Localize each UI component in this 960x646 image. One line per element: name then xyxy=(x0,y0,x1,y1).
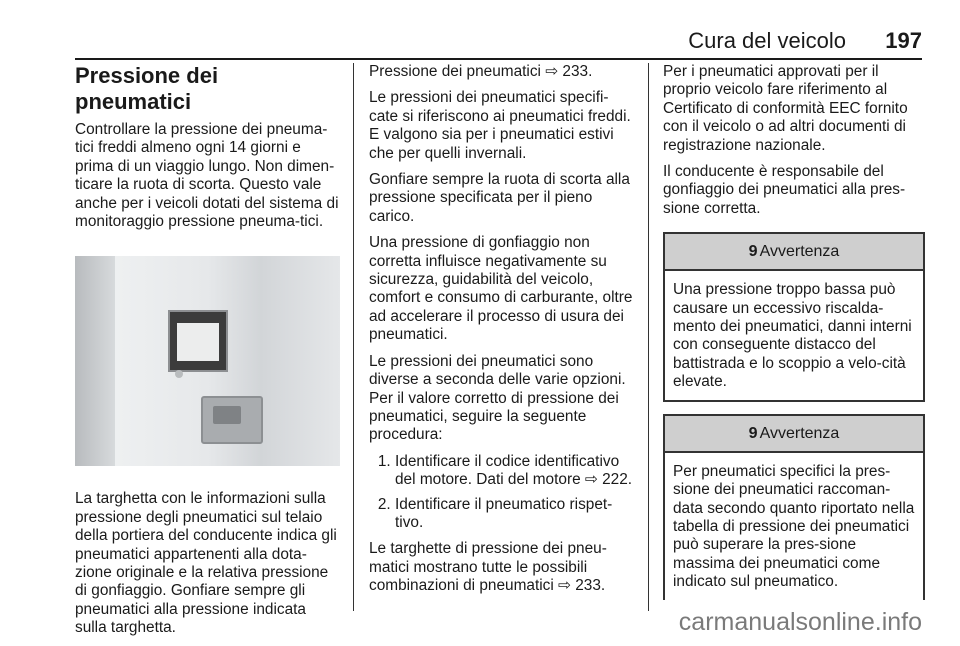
warning-header xyxy=(665,416,923,453)
page-number: 197 xyxy=(885,28,922,53)
paragraph: Le targhette di pressione dei pneu-matici mostrano tutte le possibili combinazioni di pneumatici ⇨ 233. xyxy=(369,540,607,595)
paragraph: Gonfiare sempre la ruota di scorta alla pressione specificata per il pieno carico. xyxy=(369,171,630,225)
paragraph: Le pressioni dei pneumatici sono diverse a seconda delle varie opzioni. Per il valore corretto di pressione dei pneumatici, seguire la seguente procedura: xyxy=(369,352,626,444)
column-3 xyxy=(663,63,925,612)
paragraph: Pressione dei pneumatici ⇨ 233. xyxy=(369,63,593,80)
frame-hole xyxy=(175,370,183,378)
warning-icon: 9 xyxy=(748,243,758,261)
door-edge xyxy=(75,256,115,466)
door-frame-photo xyxy=(75,256,340,466)
column-divider xyxy=(648,63,649,611)
warning-title: Avvertenza xyxy=(759,243,840,261)
column-1 xyxy=(75,63,340,646)
tyre-pressure-label xyxy=(168,310,228,372)
warning-box xyxy=(663,414,925,600)
warning-title: Avvertenza xyxy=(759,424,840,442)
photo-caption: La targhetta con le informazioni sulla pressione degli pneumatici sul telaio della portiera del conducente indica gli pneumatici appartenenti alla dota-zione originale e la relativa pressione di gonfiaggio. Gonfiare sempre gli pneumatici alla pressione indicata sulla targhetta. xyxy=(75,490,337,637)
paragraph: Il conducente è responsabile del gonfiaggio dei pneumatici alla pres-sione corretta. xyxy=(663,163,906,217)
warning-header xyxy=(665,234,923,271)
warning-text: Una pressione troppo bassa può causare un eccessivo riscalda-mento dei pneumatici, danni interni con conseguente distacco del battistrada e lo scoppio a velo-cità elevate. xyxy=(673,281,912,391)
intro-paragraph: Controllare la pressione dei pneuma-tici freddi almeno ogni 14 giorni e prima di un viaggio lungo. Non dimen-ticare la ruota di scorta. Questo vale anche per i veicoli dotati del sistema di monitoraggio pressione pneuma-tici. xyxy=(75,121,339,231)
procedure-steps xyxy=(369,453,634,533)
section-title: Cura del veicolo xyxy=(688,28,846,53)
warning-icon: 9 xyxy=(748,424,758,442)
header-rule xyxy=(75,58,922,60)
watermark: carmanualsonline.info xyxy=(678,608,922,636)
warning-box xyxy=(663,232,925,401)
page-title: Pressione dei pneumatici xyxy=(75,63,219,114)
paragraph: Una pressione di gonfiaggio non corretta influisce negativamente su sicurezza, guidabilità del veicolo, comfort e consumo di carburante, oltre ad accelerare il processo di usura dei pneumatici. xyxy=(369,234,633,344)
column-divider xyxy=(353,63,354,611)
column-2 xyxy=(369,63,634,604)
warning-text: Per pneumatici specifici la pres-sione dei pneumatici raccoman-data secondo quanto riportato nella tabella di pressione dei pneumatici può superare la pres-sione massima dei pneumatici come indicato sul pneumatico. xyxy=(673,462,915,591)
page-header xyxy=(75,28,922,56)
paragraph: Per i pneumatici approvati per il proprio veicolo fare riferimento al Certificato di conformità EEC fornito con il veicolo o ad altri documenti di registrazione nazionale. xyxy=(663,63,908,154)
step-item: 1. Identificare il codice identificativo del motore. Dati del motore ⇨ 222. xyxy=(395,453,634,490)
door-latch-inner xyxy=(213,406,241,424)
paragraph: Le pressioni dei pneumatici specifi-cate si riferiscono ai pneumatici freddi. E valgono sia per i pneumatici estivi che per quelli invernali. xyxy=(369,89,631,162)
step-item: 2. Identificare il pneumatico rispet-tivo. xyxy=(395,496,634,533)
